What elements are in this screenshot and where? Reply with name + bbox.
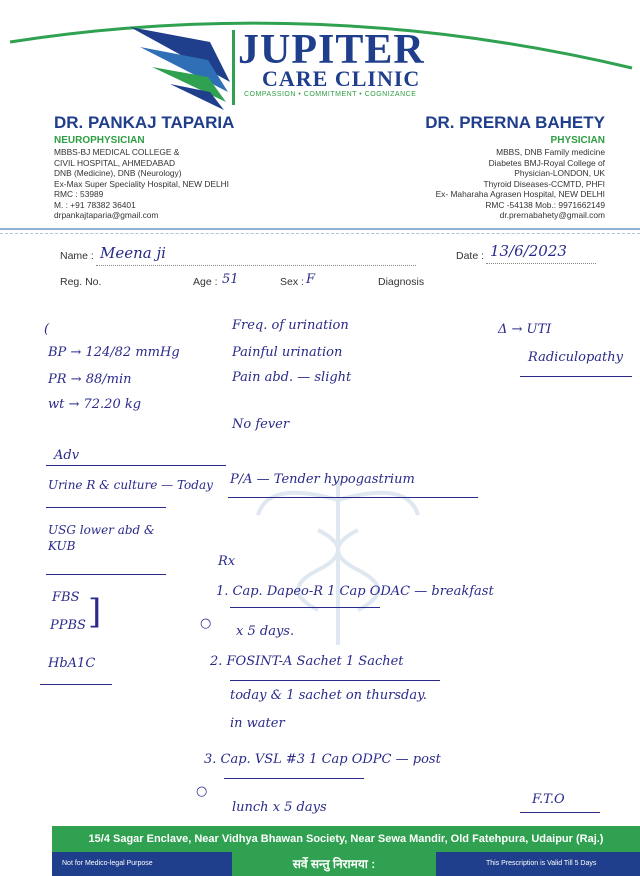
- name-label: Name :: [60, 250, 94, 262]
- doctor-left-role: NEUROPHYSICIAN: [54, 135, 145, 146]
- advice-ppbs: PPBS: [50, 618, 86, 633]
- patient-name: Meena ji: [100, 244, 166, 262]
- complaint-item: Freq. of urination: [232, 318, 349, 333]
- advice-heading: Adv: [54, 448, 80, 463]
- doctor-right-role: PHYSICIAN: [550, 135, 605, 146]
- doctor-left-line: DNB (Medicine), DNB (Neurology): [54, 168, 182, 178]
- rx-item-3-line1: 3. Cap. VSL #3 1 Cap ODPC — post: [204, 752, 441, 767]
- advice-usg: USG lower abd & KUB: [48, 523, 155, 553]
- doctor-left-line: RMC : 53989: [54, 189, 104, 199]
- diagnosis-item: Radiculopathy: [528, 350, 623, 365]
- exam-finding: P/A — Tender hypogastrium: [230, 472, 415, 487]
- age-label: Age :: [193, 276, 218, 288]
- rx-item-1-line2: x 5 days.: [236, 624, 295, 639]
- followup-underline: [520, 812, 600, 813]
- clinic-tagline: COMPASSION • COMMITMENT • COGNIZANCE: [244, 91, 417, 98]
- advice-underline: [46, 465, 226, 466]
- complaint-item: No fever: [232, 417, 290, 432]
- doctor-left-line: M. : +91 78382 36401: [54, 199, 136, 210]
- doctor-left-name: DR. PANKAJ TAPARIA: [54, 113, 235, 132]
- sex-value: F: [306, 272, 316, 287]
- date-dotline: [486, 263, 596, 264]
- advice-bracket: ]: [88, 592, 102, 632]
- rx-circle-icon: ○: [200, 616, 212, 631]
- rx-underline: [230, 680, 440, 681]
- doctor-right-line: RMC -54138 Mob.: 9971662149: [485, 199, 605, 210]
- rx-item-2-line3: in water: [230, 716, 285, 731]
- age-value: 51: [222, 272, 239, 287]
- advice-urine: Urine R & culture — Today: [48, 478, 213, 492]
- rx-item-2-line2: today & 1 sachet on thursday.: [230, 688, 427, 703]
- rx-symbol: Rx: [218, 554, 236, 569]
- doctor-right-block: [380, 113, 605, 221]
- doctor-right-line: MBBS, DNB Family medicine: [496, 147, 605, 157]
- header-divider-dashed: [0, 233, 640, 235]
- diagnosis-label: Diagnosis: [378, 276, 425, 288]
- diagnosis-item: Δ → UTI: [498, 322, 552, 337]
- footer-address: 15/4 Sagar Enclave, Near Vidhya Bhawan Society, Near Sewa Mandir, Old Fatehpura, Udaipur (Raj.): [52, 826, 640, 852]
- doctor-right-line: Thyroid Diseases-CCMTD, PHFI: [483, 178, 605, 189]
- vitals-bracket: (: [44, 322, 50, 337]
- doctor-right-line: dr.prernabahety@gmail.com: [499, 210, 605, 220]
- complaint-item: Painful urination: [232, 345, 343, 360]
- doctor-right-name: DR. PRERNA BAHETY: [425, 113, 605, 132]
- sex-label: Sex :: [280, 276, 304, 288]
- date-value: 13/6/2023: [490, 242, 567, 260]
- advice-hba1c: HbA1C: [48, 656, 96, 671]
- footer-right-note: This Prescription is Valid Till 5 Days: [486, 860, 597, 867]
- doctor-left-line: MBBS-BJ MEDICAL COLLEGE &: [54, 147, 180, 157]
- followup-note: F.T.O: [532, 792, 565, 807]
- clinic-name: JUPITER: [238, 27, 425, 73]
- doctor-left-block: [54, 113, 294, 221]
- rx-item-2-line1: 2. FOSINT-A Sachet 1 Sachet: [210, 654, 404, 669]
- doctor-right-line: Physician-LONDON, UK: [514, 168, 605, 178]
- advice-underline: [40, 684, 112, 685]
- complaint-item: Pain abd. — slight: [232, 370, 352, 385]
- wing-logo-icon: [130, 22, 240, 112]
- doctor-right-line: Diabetes BMJ-Royal College of: [488, 157, 605, 168]
- footer-motto: सर्वे सन्तु निरामया :: [232, 852, 436, 876]
- exam-underline: [228, 497, 478, 498]
- rx-underline: [230, 607, 380, 608]
- date-label: Date :: [456, 250, 485, 262]
- advice-fbs: FBS: [52, 590, 80, 605]
- diagnosis-underline: [520, 376, 632, 377]
- advice-underline: [46, 507, 166, 508]
- clinic-subname: CARE CLINIC: [262, 66, 421, 91]
- rx-item-3-line2: lunch x 5 days: [232, 800, 327, 815]
- name-dotline: [96, 265, 416, 266]
- rx-item-1-line1: 1. Cap. Dapeo-R 1 Cap ODAC — breakfast: [216, 584, 494, 599]
- doctor-left-line: Ex-Max Super Speciality Hospital, NEW DELHI: [54, 178, 229, 189]
- rx-underline: [224, 778, 364, 779]
- vital-weight: wt → 72.20 kg: [48, 397, 142, 412]
- reg-label: Reg. No.: [60, 276, 102, 288]
- footer-left-note: Not for Medico-legal Purpose: [62, 860, 153, 867]
- doctor-left-line: CIVIL HOSPITAL, AHMEDABAD: [54, 157, 176, 168]
- rx-circle-icon: ○: [196, 784, 208, 799]
- doctor-right-line: Ex- Maharaha Agrasen Hospital, NEW DELHI: [435, 189, 605, 199]
- header-divider: [0, 228, 640, 230]
- doctor-left-line: drpankajtaparia@gmail.com: [54, 210, 159, 220]
- advice-underline: [46, 574, 166, 575]
- vital-pr: PR → 88/min: [48, 372, 132, 387]
- vital-bp: BP → 124/82 mmHg: [48, 345, 180, 360]
